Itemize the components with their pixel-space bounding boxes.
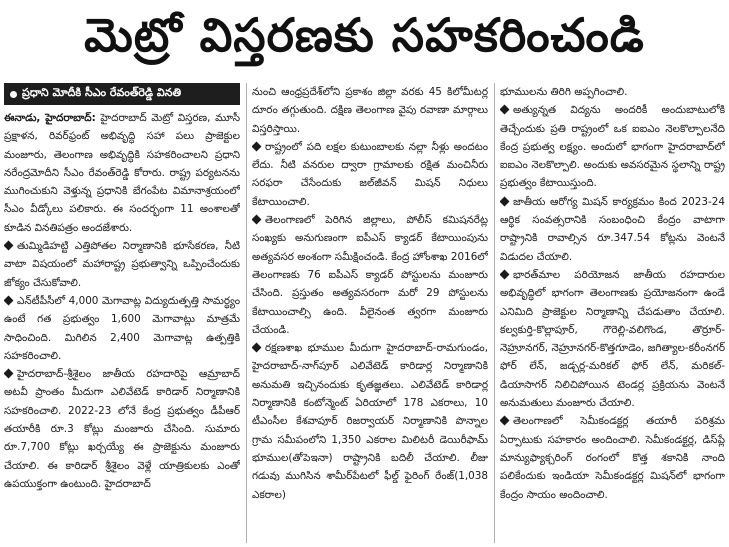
point-paragraph bbox=[500, 412, 725, 503]
point-paragraph bbox=[4, 365, 240, 493]
diamond-bullet-icon bbox=[4, 296, 13, 306]
point-paragraph bbox=[252, 138, 488, 211]
point-paragraph bbox=[4, 292, 240, 365]
dateline: ఈనాడు, హైదరాబాద్‌: bbox=[4, 112, 96, 124]
point-text: జాతీయ ఆరోగ్య మిషన్‌ కార్యక్రమం కింద 2023-24 ఆర్థిక సంవత్సరానికి సంబంధించి కేంద్రం వాటాగా రాష్ట్రానికి రావాల్సిన రూ.347.54 కోట్లను వెంటనే విడుదల చేయాలి. bbox=[500, 195, 725, 263]
continued-paragraph: నుంచి ఆంధ్రప్రదేశ్‌లోని ప్రకాశం జిల్లా వరకు 45 కిలోమీటర్ల దూరం తగ్గుతుంది. దక్షిణ తెలంగాణ వైపు రవాణా మార్గాలు విస్తరిస్తాయి. bbox=[252, 86, 488, 135]
point-text: భారత్‌మాల పరియోజన జాతీయ రహదారుల అభివృద్ధిలో భాగంగా తెలంగాణకు ప్రయోజనంగా ఉండే ఎనిమిది ప్రాజెక్టుల నిర్మాణాన్ని చేపడుతాం చేయాలి. కల్వకుర్తి-కొల్లాపూర్‌, గౌరెల్లి-వలిగొండ, తొర్రూర్‌-నెహ్రూనగర్‌, నెహ్రూనగర్‌-కొత్తగూడెం, జగిత్యాల-కరీంనగర్‌ ఫోర్‌ లేన్‌, జడ్చర్ల-మరికల్‌ ఫోర్‌ లేన్‌, మరికల్‌-డియాసాగర్‌ నిలిచిపోయిన టెండర్ల ప్రక్రియను వెంటనే అనుమతులు మంజూరు చేయాలి. bbox=[500, 268, 725, 410]
point-text: రక్షణశాఖ భూముల మీదుగా హైదరాబాద్‌-రామగుండం, హైదరాబాద్‌-నాగ్‌పూర్‌ ఎలివేటెడ్‌ కారిడార్ల నిర్మాణానికి అనుమతి ఇచ్చినందుకు కృతజ్ఞతలు. ఎలివేటెడ్‌ కారిడార్ల నిర్మాణానికి కంటోన్మెంట్‌ ఏరియాలో 178 ఎకరాలు, 10 టీఎంసీల కేశవాపూర్‌ రిజర్వాయర్‌ నిర్మాణానికి పొన్నాల గ్రామ సమీపంలోని 1,350 ఎకరాల మిలిటరీ డెయిరీఫామ్‌ భూముల(తోపెఇనా) రాష్ట్రానికి బదిలీ చేయాలి. లీజు గడువు ముగిసిన శామీర్‌పేటలో ఫీల్డ్‌ ఫైరింగ్‌ రేంజ్‌(1,038 ఎకరాల) bbox=[252, 342, 488, 501]
point-text: తెలంగాణలో సెమీకండక్టర్ల తయారీ పరిశ్రమ ఏర్పాటుకు సహకారం అందించాలి. సెమీకండక్టర్ల, డిస్‌ప్లే మాన్యుఫ్యాక్చరింగ్‌ రంగంలో కొత్త శకానికి నాంది పలికేందుకు ఇండియా సెమీకండక్టర్ల మిషన్‌లో భాగంగా కేంద్రం సాయం అందించాలి. bbox=[500, 415, 725, 501]
point-paragraph bbox=[500, 266, 725, 412]
point-text: రాష్ట్రంలో పది లక్షల కుటుంబాలకు నల్లా నీళ్లు అందటం లేదు. నీటి వనరుల ద్వారా గ్రామాలకు రక్షిత మంచినీరు సరఫరా చేసేందుకు జల్‌జీవన్‌ మిషన్‌ నిధులు కేటాయించాలి. bbox=[252, 140, 488, 208]
diamond-bullet-icon bbox=[252, 141, 261, 151]
column-rule bbox=[494, 83, 495, 543]
point-paragraph bbox=[4, 237, 240, 292]
point-text: తుమ్మిడిహట్టి ఎత్తిపోతల నిర్మాణానికి భూసేకరణ, నీటి వాటా విషయంలో మహారాష్ట్ర ప్రభుత్వాన్ని ఒప్పించేందుకు జోక్యం చేసుకోవాలి. bbox=[4, 240, 240, 289]
point-paragraph bbox=[500, 193, 725, 266]
diamond-bullet-icon bbox=[500, 416, 509, 426]
diamond-bullet-icon bbox=[4, 241, 13, 251]
point-text: ఎన్‌టీపీసీలో 4,000 మెగావాట్ల విద్యుదుత్పత్తి సామర్థ్యం ఉంటే గత ప్రభుత్వం 1,600 మెగావాట్లు మాత్రమే సాధించింది. మిగిలిన 2,400 మెగావాట్ల ఉత్పత్తికి సహకరించాలి. bbox=[4, 294, 240, 362]
point-text: తెలంగాణలో పెరిగిన జిల్లాలు, పోలీస్‌ కమిషనరేట్ల సంఖ్యకు అనుగుణంగా ఐపీఎస్‌ క్యాడర్‌ కేటాయింపును అత్యవసర అంశంగా సమీక్షించండి. కేంద్ర హోంశాఖ 2016లో తెలంగాణకు 76 ఐపీఎస్‌ క్యాడర్‌ పోస్టులను మంజూరు చేసింది. ప్రస్తుతం అత్యవసరంగా మరో 29 పోస్టులను కేటాయించాల్సి ఉంది. వీలైనంత త్వరగా మంజూరు చేయండి. bbox=[252, 214, 488, 336]
point-text: అత్యున్నత విద్యను అందరికీ అందుబాటులోకి తెచ్చేందుకు ప్రతి రాష్ట్రంలో ఒక ఐఐఎం నెలకొల్పాలనేది కేంద్ర ప్రభుత్వ లక్ష్యం. అందులో భాగంగా హైదరాబాద్‌లో ఐఐఎం నెలకొల్పాలి. అందుకు అవసరమైన స్థలాన్ని రాష్ట్ర ప్రభుత్వం కేటాయిస్తుంది. bbox=[500, 104, 725, 190]
diamond-bullet-icon bbox=[500, 196, 509, 206]
diamond-bullet-icon bbox=[500, 270, 509, 280]
diamond-bullet-icon bbox=[500, 105, 509, 115]
intro-paragraph bbox=[4, 109, 240, 237]
continued-paragraph: భూములను తిరిగి అప్పగించాలి. bbox=[500, 86, 628, 98]
diamond-bullet-icon bbox=[4, 369, 13, 379]
subheadline: ప్రధాని మోదీకి సీఎం రేవంత్‌రెడ్డి వినతి bbox=[22, 86, 182, 99]
point-text: హైదరాబాద్‌-శ్రీశైలం జాతీయ రహదారిపై ఆమ్రాబాద్‌ అటవీ ప్రాంతం మీదుగా ఎలివేటెడ్‌ కారిడార్‌ నిర్మాణానికి సహకరించాలి. 2022-23 లోనే కేంద్ర ప్రభుత్వం డీపీఆర్‌ తయారీకి రూ.3 కోట్లు మంజూరు చేసింది. సుమారు రూ.7,700 కోట్లు ఖర్చయ్యే ఈ ప్రాజెక్టును మంజూరు చేయాలి. ఈ కారిడార్‌ శ్రీశైలం వెళ్లే యాత్రికులకు ఎంతో ఉపయుక్తంగా ఉంటుంది. హైదరాబాద్‌ bbox=[4, 368, 240, 490]
bullet-dot-icon bbox=[10, 91, 17, 98]
point-paragraph bbox=[500, 101, 725, 192]
point-paragraph bbox=[252, 211, 488, 339]
subheadline-banner bbox=[4, 83, 240, 105]
column-3 bbox=[500, 83, 725, 544]
headline: మెట్రో విస్తరణకు సహకరించండి bbox=[84, 8, 645, 62]
diamond-bullet-icon bbox=[252, 343, 261, 353]
column-1 bbox=[4, 109, 240, 544]
column-rule bbox=[246, 83, 247, 543]
column-2 bbox=[252, 83, 488, 544]
point-paragraph bbox=[252, 339, 488, 504]
intro-text: హైదరాబాద్‌ మెట్రో విస్తరణ, మూసీ ప్రక్షాళన, రివర్‌ఫ్రంట్‌ అభివృద్ధి సహా పలు ప్రాజెక్టుల మంజూరు, తెలంగాణ అభివృద్ధికి సహకరించాలని ప్రధాని నరేంద్రమోదీని సీఎం రేవంత్‌రెడ్డి కోరారు. రాష్ట్ర పర్యటనను ముగించుకుని వెళ్తున్న ప్రధానికి బేగంపేట విమానాశ్రయంలో సీఎం వీడ్కోలు పలికారు. ఈ సందర్భంగా 11 అంశాలతో కూడిన వినతిపత్రం అందజేశారు. bbox=[4, 112, 240, 234]
diamond-bullet-icon bbox=[252, 215, 261, 225]
